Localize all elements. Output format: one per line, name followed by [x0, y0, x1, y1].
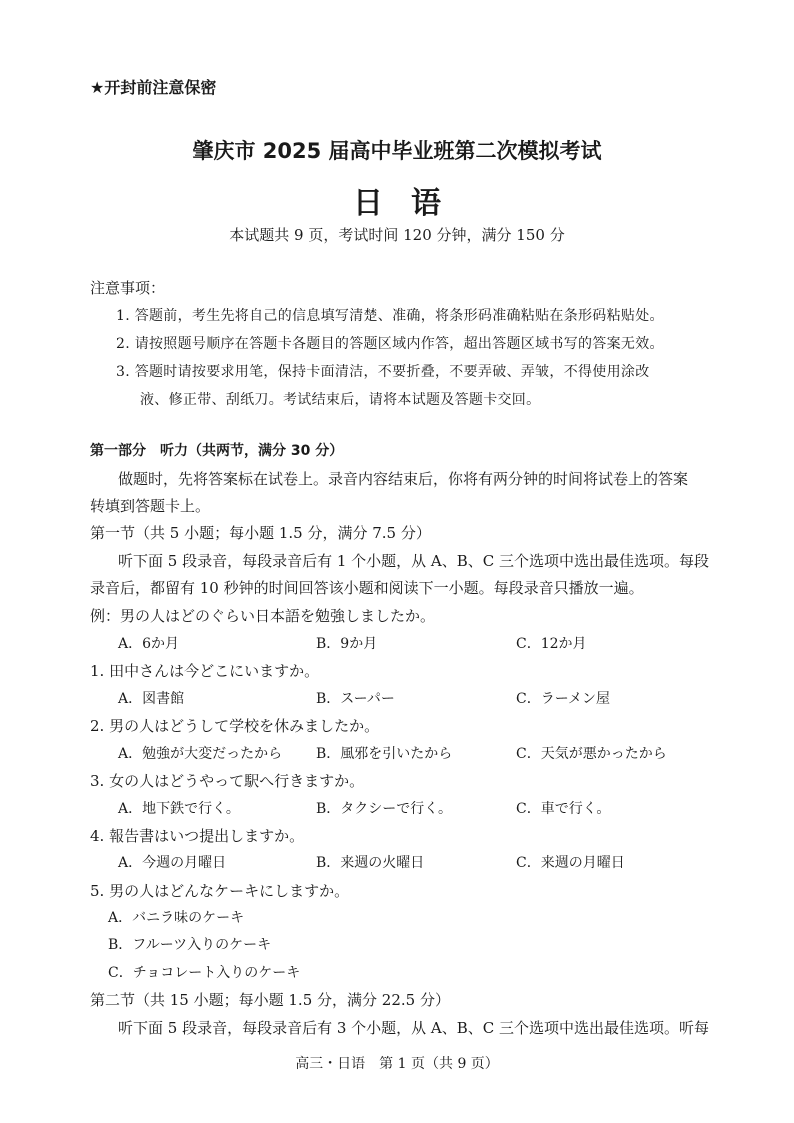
question-3-option-a: A．地下鉄で行く。: [118, 801, 240, 817]
exam-info: 本试题共 9 页，考试时间 120 分钟，满分 150 分: [229, 226, 565, 244]
confidential-notice: ★开封前注意保密: [90, 78, 217, 97]
section2-instr-line1: 听下面 5 段录音，每段录音后有 3 个小题，从 A、B、C 三个选项中选出最佳选项。听每: [118, 1019, 710, 1037]
question-2-option-c: C．天気が悪かったから: [516, 746, 667, 762]
question-1-option-a: A．図書館: [118, 691, 185, 707]
example-question: 例：男の人はどのぐらい日本語を勉強しましたか。: [90, 607, 436, 625]
exam-title: 肇庆市 2025 届高中毕业班第二次模拟考试: [192, 139, 602, 163]
notice-item-3-cont: 液、修正带、刮纸刀。考试结束后，请将本试题及答题卡交回。: [140, 392, 541, 408]
notice-heading: 注意事项：: [90, 279, 166, 297]
question-5: 5. 男の人はどんなケーキにしますか。: [90, 882, 350, 900]
question-5-option-c: C．チョコレート入りのケーキ: [108, 965, 301, 981]
part1-intro-line1: 做题时，先将答案标在试卷上。录音内容结束后，你将有两分钟的时间将试卷上的答案: [118, 470, 689, 488]
question-5-option-a: A．バニラ味のケーキ: [108, 910, 245, 926]
question-1-option-c: C．ラーメン屋: [516, 691, 611, 707]
notice-item-2: 2. 请按照题号顺序在答题卡各题目的答题区域内作答，超出答题区域书写的答案无效。: [116, 336, 664, 352]
question-1-option-b: B．スーパー: [316, 691, 395, 707]
part1-heading: 第一部分 听力（共两节，满分 30 分）: [90, 443, 344, 459]
question-1: 1. 田中さんは今どこにいますか。: [90, 662, 320, 680]
section1-instr-line2: 录音后，都留有 10 秒钟的时间回答该小题和阅读下一小题。每段录音只播放一遍。: [90, 579, 644, 597]
example-option-b: B．9か月: [316, 636, 378, 652]
section1-instr-line1: 听下面 5 段录音，每段录音后有 1 个小题，从 A、B、C 三个选项中选出最佳选项。每段: [118, 552, 710, 570]
example-option-a: A．6か月: [118, 636, 180, 652]
question-2: 2. 男の人はどうして学校を休みましたか。: [90, 717, 380, 735]
section1-heading: 第一节（共 5 小题；每小题 1.5 分，满分 7.5 分）: [90, 524, 431, 542]
section2-heading: 第二节（共 15 小题；每小题 1.5 分，满分 22.5 分）: [90, 991, 450, 1009]
question-3: 3. 女の人はどうやって駅へ行きますか。: [90, 772, 365, 790]
question-4-option-b: B．来週の火曜日: [316, 855, 425, 871]
page-footer: 高三・日语 第 1 页（共 9 页）: [295, 1056, 499, 1072]
question-2-option-a: A．勉強が大変だったから: [118, 746, 283, 762]
question-4-option-c: C．来週の月曜日: [516, 855, 625, 871]
question-4-option-a: A．今週の月曜日: [118, 855, 227, 871]
question-3-option-b: B．タクシーで行く。: [316, 801, 453, 817]
notice-item-1: 1. 答题前，考生先将自己的信息填写清楚、准确，将条形码准确粘贴在条形码粘贴处。: [116, 308, 664, 324]
question-2-option-b: B．風邪を引いたから: [316, 746, 453, 762]
question-4: 4. 報告書はいつ提出しますか。: [90, 827, 305, 845]
example-option-c: C．12か月: [516, 636, 587, 652]
subject-title: 日语: [353, 186, 469, 221]
notice-item-3: 3. 答题时请按要求用笔，保持卡面清洁，不要折叠，不要弄破、弄皱，不得使用涂改: [116, 364, 650, 380]
question-5-option-b: B．フルーツ入りのケーキ: [108, 937, 272, 953]
part1-intro-line2: 转填到答题卡上。: [90, 497, 211, 515]
question-3-option-c: C．車で行く。: [516, 801, 611, 817]
